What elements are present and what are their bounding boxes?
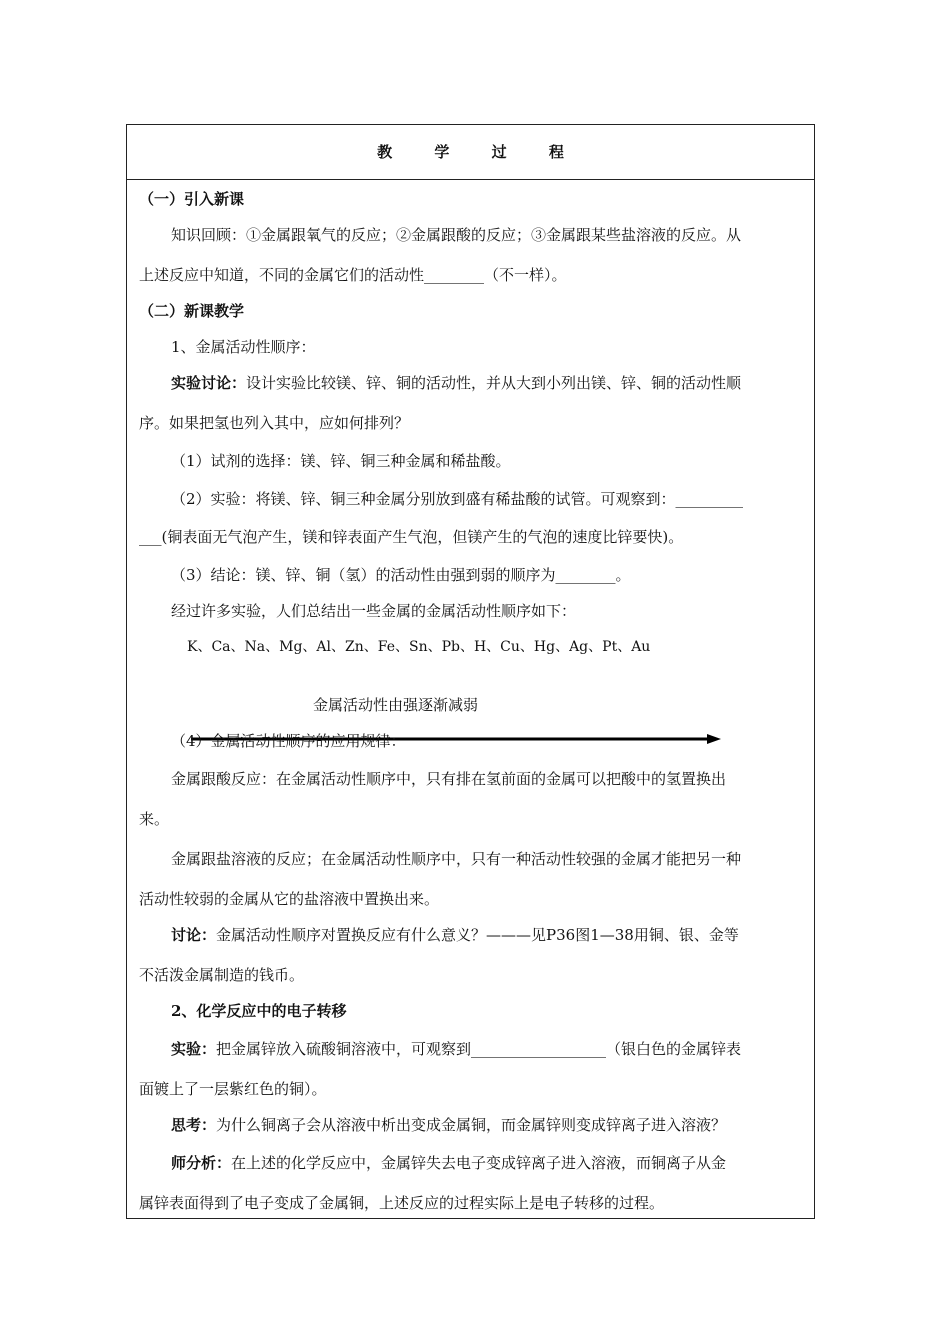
discussion-label: 讨论： xyxy=(171,926,217,944)
rule-acid-line-2: 来。 xyxy=(139,810,170,828)
experiment-label: 实验讨论： xyxy=(171,374,247,392)
activity-series: K、Ca、Na、Mg、Al、Zn、Fe、Sn、Pb、H、Cu、Hg、Ag、Pt、Au xyxy=(187,639,651,655)
analysis-line-2: 属锌表面得到了电子变成了金属铜，上述反应的过程实际上是电子转移的过程。 xyxy=(139,1194,665,1212)
step-4: （4）金属活动性顺序的应用规律： xyxy=(171,732,406,750)
teacher-analysis xyxy=(171,1153,726,1173)
new-lesson-heading: （二）新课教学 xyxy=(139,302,245,320)
section-2-title: 2、化学反应中的电子转移 xyxy=(171,1002,347,1020)
think-label: 思考： xyxy=(171,1116,217,1134)
rule-salt-line-2: 活动性较弱的金属从它的盐溶液中置换出来。 xyxy=(139,890,440,908)
experiment-2-line-2: 面镀上了一层紫红色的铜）。 xyxy=(139,1080,327,1098)
discussion xyxy=(171,925,739,945)
experiment-text: 设计实验比较镁、锌、铜的活动性，并从大到小列出镁、锌、铜的活动性顺 xyxy=(246,374,742,392)
experiment-discussion xyxy=(171,373,741,393)
think xyxy=(171,1115,726,1135)
discussion-line-2: 不活泼金属制造的钱币。 xyxy=(139,966,305,984)
step-1: （1）试剂的选择：镁、锌、铜三种金属和稀盐酸。 xyxy=(171,452,511,470)
step-2-line-2: ___(铜表面无气泡产生，镁和锌表面产生气泡，但镁产生的气泡的速度比锌要快)。 xyxy=(139,528,684,546)
review-line-2: 上述反应中知道，不同的金属它们的活动性________（不一样）。 xyxy=(139,266,567,284)
summary: 经过许多实验，人们总结出一些金属的金属活动性顺序如下： xyxy=(171,602,577,620)
header-char: 学 xyxy=(434,143,450,161)
step-2-line-1: （2）实验：将镁、锌、铜三种金属分别放到盛有稀盐酸的试管。可观察到：_________ xyxy=(171,490,744,508)
discussion-text: 金属活动性顺序对置换反应有什么意义？———见P36图1—38用铜、银、金等 xyxy=(216,926,739,944)
lesson-table xyxy=(126,124,815,1219)
analysis-label: 师分析： xyxy=(171,1154,232,1172)
header-char: 教 xyxy=(377,143,393,161)
arrow-caption: 金属活动性由强逐渐减弱 xyxy=(313,696,479,714)
experiment-2-label: 实验： xyxy=(171,1040,217,1058)
rule-salt-line-1: 金属跟盐溶液的反应；在金属活动性顺序中，只有一种活动性较强的金属才能把另一种 xyxy=(171,850,742,868)
review-line-1: 知识回顾：①金属跟氧气的反应；②金属跟酸的反应；③金属跟某些盐溶液的反应。从 xyxy=(171,226,742,244)
think-text: 为什么铜离子会从溶液中析出变成金属铜，而金属锌则变成锌离子进入溶液？ xyxy=(216,1116,727,1134)
section-1-title: 1、金属活动性顺序： xyxy=(171,338,316,356)
step-3: （3）结论：镁、锌、铜（氢）的活动性由强到弱的顺序为________。 xyxy=(171,566,631,584)
experiment-2-text: 把金属锌放入硫酸铜溶液中，可观察到__________________（银白色的金属锌表 xyxy=(216,1040,742,1058)
experiment-line-2: 序。如果把氢也列入其中，应如何排列？ xyxy=(139,414,410,432)
intro-heading: （一）引入新课 xyxy=(139,190,245,208)
rule-acid-line-1: 金属跟酸反应：在金属活动性顺序中，只有排在氢前面的金属可以把酸中的氢置换出 xyxy=(171,770,727,788)
table-header xyxy=(127,125,814,180)
analysis-text: 在上述的化学反应中，金属锌失去电子变成锌离子进入溶液，而铜离子从金 xyxy=(231,1154,727,1172)
experiment-2 xyxy=(171,1039,741,1059)
header-char: 过 xyxy=(491,143,507,161)
header-char: 程 xyxy=(548,143,564,161)
